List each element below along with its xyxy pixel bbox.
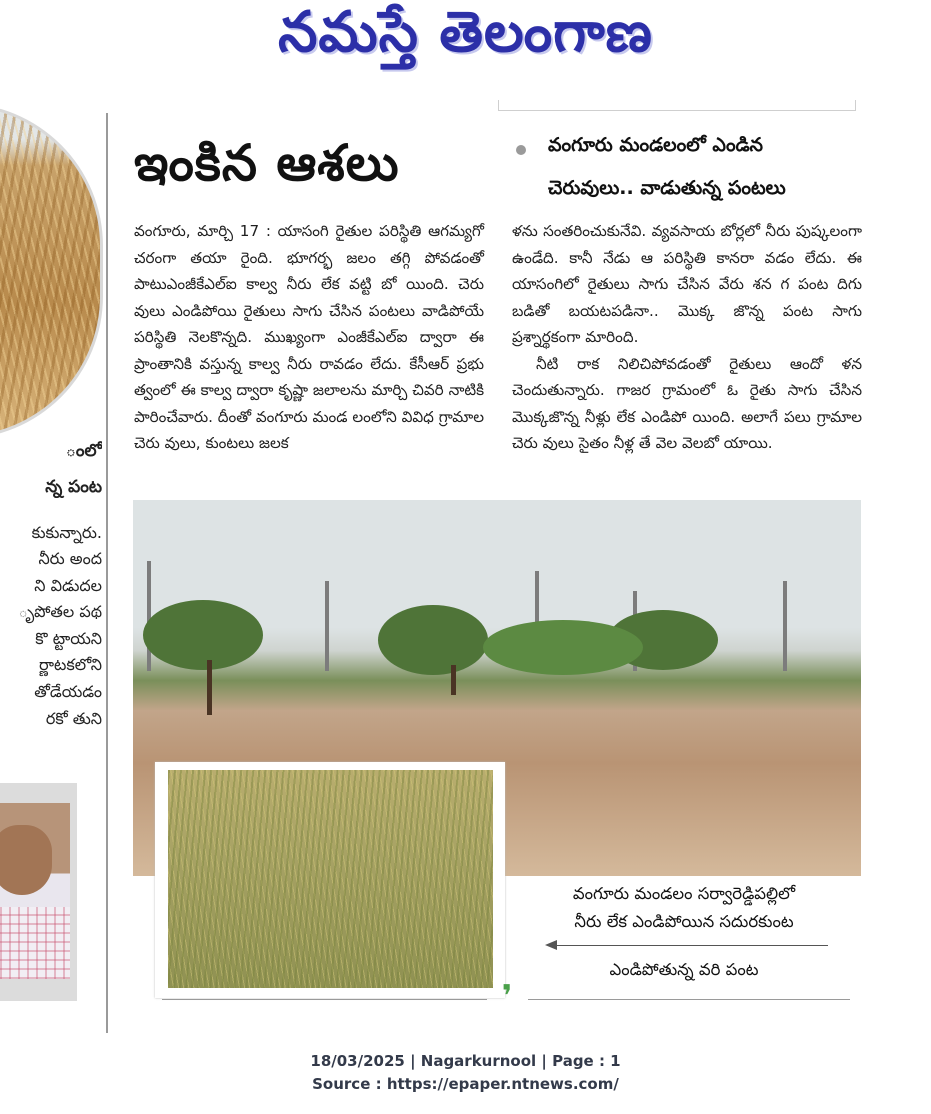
- left-snippet-line: కొ ట్టాయని: [35, 629, 102, 648]
- paragraph: వంగూరు, మార్చి 17 : యాసంగి రైతుల పరిస్థితి ఆగమ్యగో చరంగా తయా రైంది. భూగర్భ జలం తగ్గి పోవడంతో పాటుఎంజీకేఎల్ఐ కాల్వ నీరు లేక వట్టి బో యింది. చెరు వులు ఎండిపోయి రైతులు సాగు చేసిన పంటలు వాడిపోయే పరిస్థితి నెలకొన్నది. ముఖ్యంగా ఎంజీకేఎల్ఐ ద్వారా ఈ ప్రాంతానికి వస్తున్న కాల్వ నీరు రావడం లేదు. కేసీఆర్ ప్రభు త్వంలో ఈ కాల్వ ద్వారా కృష్ణా జలాలను మార్చి చివరి నాటికి పారించేవారు. దీంతో వంగూరు మండ లంలోని వివిధ గ్రామాల చెరు వులు, కుంటలు జలక: [134, 222, 484, 452]
- left-snippet-line: రకో తుని: [45, 709, 102, 728]
- left-snippet-bold-1: ంలో: [66, 441, 102, 461]
- article-body-col2: [512, 218, 862, 457]
- paragraph: ళను సంతరించుకునేవి. వ్యవసాయ బోర్లలో నీరు పుష్కలంగా ఉండేది. కానీ నేడు ఆ పరిస్థితి కానరా వడం లేదు. ఈ యాసంగిలో రైతులు సాగు చేసిన వేరు శన గ పంట దిగు బడితో బయటపడినా.. మొక్క జొన్న పంట సాగు ప్రశ్నార్థకంగా మారింది.: [512, 222, 862, 346]
- article-headline: ఇంకిన ఆశలు: [134, 134, 400, 192]
- paragraph: నీటి రాక నిలిచిపోవడంతో రైతులు ఆందో ళన చెందుతున్నారు. గాజర గ్రామంలో ఓ రైతు సాగు చేసిన మొక్కజొన్న నీళ్లు లేక ఎండిపో యింది. అలాగే పలు గ్రామాల చెరు వులు సైతం నీళ్ల తే వెల వెలబో యాయి.: [512, 354, 862, 452]
- main-photo-caption-1: వంగూరు మండలం సర్వారెడ్డిపల్లిలో: [572, 884, 796, 903]
- left-snippet-line: ని విడుదల: [34, 576, 102, 595]
- left-snippet-line: ర్ణాటకలోని: [39, 655, 102, 674]
- inset-photo-paddy: [168, 770, 493, 988]
- masthead-logo: నమస్తే తెలంగాణ: [278, 0, 653, 65]
- footer-edition-info: 18/03/2025 | Nagarkurnool | Page : 1: [310, 1052, 621, 1070]
- left-snippet-line: కుకున్నారు.: [31, 523, 102, 542]
- left-snippet-line: తోడేయడం: [34, 682, 102, 701]
- left-snippet-bold-2: న్న పంట: [45, 477, 102, 497]
- inset-photo-frame: [155, 762, 505, 998]
- portrait-photo: [0, 783, 77, 1001]
- article-body-col1: [134, 218, 484, 457]
- quote-icon: ❜: [501, 979, 513, 1014]
- main-photo-caption-2: నీరు లేక ఎండిపోయిన సదురకుంట: [574, 912, 794, 931]
- bullet-icon: [516, 145, 526, 155]
- article-subhead-1: వంగూరు మండలంలో ఎండిన: [548, 134, 763, 156]
- top-box-rule: [498, 100, 856, 111]
- arrow-line: [556, 945, 828, 946]
- left-snippet-line: నీరు అంద: [38, 549, 102, 568]
- inset-photo-caption: ఎండిపోతున్న వరి పంట: [609, 960, 759, 979]
- left-crop-photo: [0, 103, 103, 439]
- bottom-divider: [528, 999, 850, 1000]
- footer-source: Source : https://epaper.ntnews.com/: [312, 1075, 619, 1093]
- bottom-divider: [162, 999, 487, 1000]
- article-subhead-2: చెరువులు.. వాడుతున్న పంటలు: [548, 177, 786, 199]
- left-snippet-line: ృపోతల పథ: [18, 602, 102, 621]
- column-divider: [106, 113, 108, 1033]
